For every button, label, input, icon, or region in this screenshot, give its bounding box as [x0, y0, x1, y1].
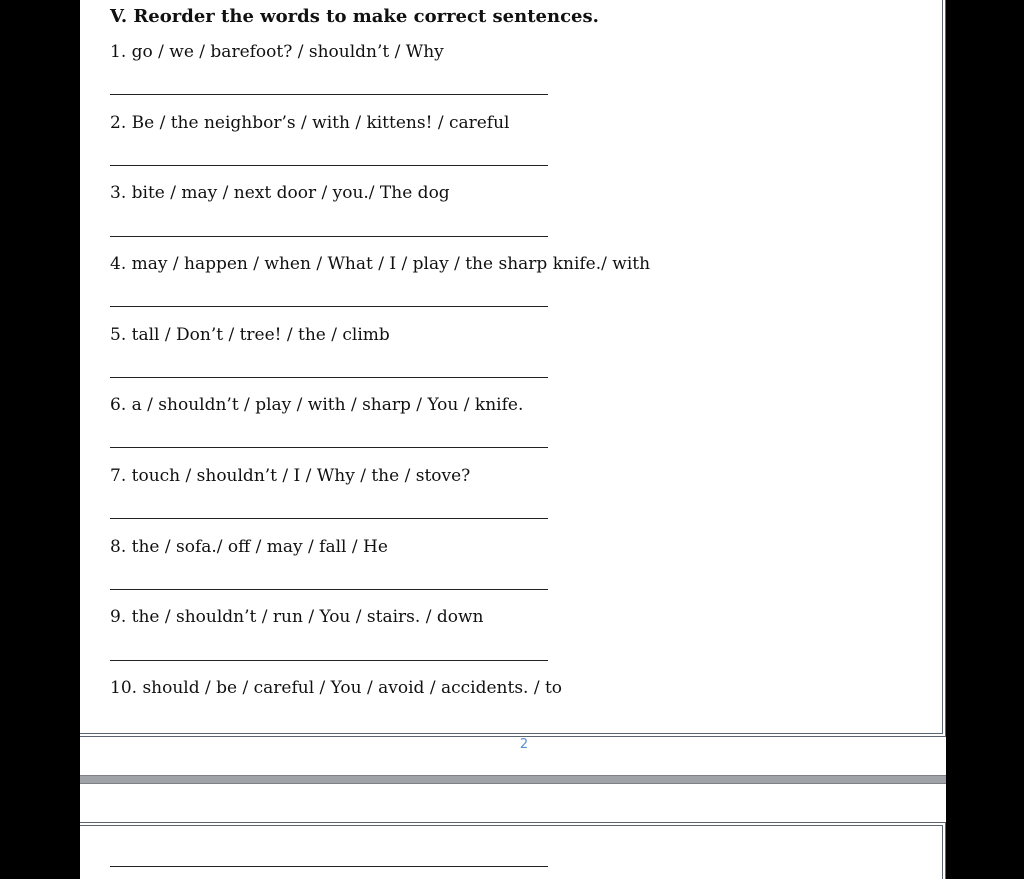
answer-line-3 [110, 236, 548, 237]
answer-line-4 [110, 306, 548, 307]
question-3: 3. bite / may / next door / you./ The dog [110, 183, 450, 203]
page-separator [80, 775, 946, 784]
answer-line-1 [110, 94, 548, 95]
question-4: 4. may / happen / when / What / I / play / the sharp knife./ with [110, 254, 651, 274]
question-2: 2. Be / the neighbor’s / with / kittens! / careful [110, 113, 510, 133]
answer-line-10 [110, 866, 548, 867]
answer-line-7 [110, 518, 548, 519]
worksheet-page [80, 0, 946, 737]
next-page [80, 784, 946, 879]
page-number: 2 [519, 737, 529, 752]
answer-line-9 [110, 660, 548, 661]
question-5: 5. tall / Don’t / tree! / the / climb [110, 325, 390, 345]
question-10: 10. should / be / careful / You / avoid / accidents. / to [110, 678, 563, 698]
next-page-border [80, 822, 946, 879]
question-7: 7. touch / shouldn’t / I / Why / the / stove? [110, 466, 471, 486]
question-8: 8. the / sofa./ off / may / fall / He [110, 537, 388, 557]
answer-line-5 [110, 377, 548, 378]
answer-line-2 [110, 165, 548, 166]
page-footer [80, 737, 946, 775]
question-1: 1. go / we / barefoot? / shouldn’t / Why [110, 42, 444, 62]
question-9: 9. the / shouldn’t / run / You / stairs. / down [110, 607, 484, 627]
section-title: V. Reorder the words to make correct sentences. [110, 6, 599, 27]
answer-line-8 [110, 589, 548, 590]
question-6: 6. a / shouldn’t / play / with / sharp / You / knife. [110, 395, 524, 415]
answer-line-6 [110, 447, 548, 448]
